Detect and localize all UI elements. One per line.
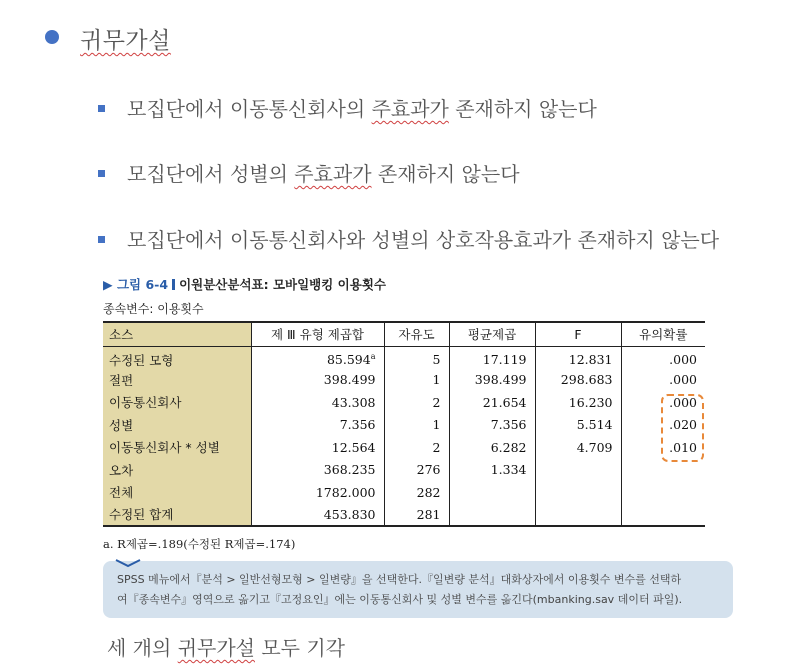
- table-row: [103, 414, 705, 437]
- cell-df: 276: [384, 459, 449, 482]
- hypothesis-1: [98, 93, 597, 122]
- chevron-tab-icon: [115, 558, 141, 568]
- cell-source: 절편: [103, 369, 251, 392]
- cell-df: 2: [384, 391, 449, 414]
- cell-source: 오차: [103, 459, 251, 482]
- cell-ss: 12.564: [251, 436, 384, 459]
- cell-ss: 7.356: [251, 414, 384, 437]
- cell-ms: 17.119: [449, 346, 535, 369]
- square-bullet-icon: [98, 236, 105, 243]
- heading-text: 귀무가설: [80, 28, 171, 54]
- cell-ms: 7.356: [449, 414, 535, 437]
- hypothesis-3-text: 모집단에서 이동통신회사와 성별의 상호작용효과가 존재하지 않는다: [127, 228, 720, 252]
- cell-df: 1: [384, 414, 449, 437]
- cell-ms: 1.334: [449, 459, 535, 482]
- cell-df: 2: [384, 436, 449, 459]
- cell-source: 수정된 모형: [103, 346, 251, 369]
- cell-superscript: a: [370, 351, 376, 361]
- figure-divider: [172, 279, 175, 290]
- cell-sig: .000: [621, 391, 705, 414]
- header-df: 자유도: [384, 322, 449, 346]
- square-bullet-icon: [98, 170, 105, 177]
- cell-ms: 6.282: [449, 436, 535, 459]
- cell-f: [535, 459, 621, 482]
- table-row: [103, 346, 705, 369]
- cell-f: 12.831: [535, 346, 621, 369]
- figure-caption: 이원분산분석표: 모바일뱅킹 이용횟수: [179, 277, 386, 292]
- cell-ss: 1782.000: [251, 481, 384, 504]
- cell-df: 1: [384, 369, 449, 392]
- hypothesis-2: [98, 158, 520, 187]
- cell-sig: .020: [621, 414, 705, 437]
- cell-ss: 43.308: [251, 391, 384, 414]
- table-header-row: [103, 322, 705, 346]
- header-significance: 유의확률: [621, 322, 705, 346]
- cell-ss: 453.830: [251, 504, 384, 527]
- cell-sig: .010: [621, 436, 705, 459]
- cell-source: 수정된 합계: [103, 504, 251, 527]
- cell-source: 이동통신회사 * 성별: [103, 436, 251, 459]
- anova-table: [103, 321, 705, 527]
- hypothesis-1-after: 존재하지 않는다: [448, 97, 597, 121]
- cell-ms: 398.499: [449, 369, 535, 392]
- figure-number: 그림 6-4: [116, 277, 169, 292]
- instruction-line-1: SPSS 메뉴에서『분석 > 일반선형모형 > 일변량』을 선택한다.『일변량 분석』대화상자에서 이용횟수 변수를 선택하: [117, 573, 682, 586]
- conclusion-after: 모두 기각: [254, 636, 345, 660]
- cell-ms: [449, 481, 535, 504]
- table-row: [103, 459, 705, 482]
- cell-sig: [621, 481, 705, 504]
- hypothesis-3: [98, 224, 719, 253]
- cell-f: 298.683: [535, 369, 621, 392]
- heading: [80, 22, 171, 55]
- hypothesis-1-before: 모집단에서 이동통신회사의: [127, 97, 372, 121]
- cell-df: 282: [384, 481, 449, 504]
- cell-source: 전체: [103, 481, 251, 504]
- conclusion-before: 세 개의: [107, 636, 178, 660]
- table-row: [103, 391, 705, 414]
- cell-sig: .000: [621, 369, 705, 392]
- cell-f: [535, 481, 621, 504]
- header-source: 소스: [103, 322, 251, 346]
- figure-title: [103, 275, 386, 293]
- instruction-line-2: 여『종속변수』영역으로 옮기고『고정요인』에는 이동통신회사 및 성별 변수를 옮긴다(mbanking.sav 데이터 파일).: [117, 593, 683, 606]
- cell-f: [535, 504, 621, 527]
- cell-source: 성별: [103, 414, 251, 437]
- cell-sig: [621, 504, 705, 527]
- cell-ss: 398.499: [251, 369, 384, 392]
- figure-arrow-icon: ▶: [103, 277, 113, 292]
- bullet-dot-icon: [45, 30, 59, 44]
- square-bullet-icon: [98, 105, 105, 112]
- conclusion: [107, 632, 345, 661]
- hypothesis-2-after: 존재하지 않는다: [371, 162, 520, 186]
- cell-source: 이동통신회사: [103, 391, 251, 414]
- significance-highlight-box: [661, 394, 704, 462]
- hypothesis-1-marked: 주효과가: [371, 97, 449, 121]
- table-footnote: a. R제곱=.189(수정된 R제곱=.174): [103, 537, 296, 551]
- table-row: [103, 436, 705, 459]
- cell-ss-value: 85.594: [326, 352, 371, 368]
- cell-f: 4.709: [535, 436, 621, 459]
- cell-ss: [251, 346, 384, 369]
- cell-ss: 368.235: [251, 459, 384, 482]
- hypothesis-2-before: 모집단에서 성별의: [127, 162, 295, 186]
- table-row: [103, 369, 705, 392]
- hypothesis-2-marked: 주효과가: [294, 162, 372, 186]
- cell-df: 5: [384, 346, 449, 369]
- header-mean-square: 평균제곱: [449, 322, 535, 346]
- table-row: [103, 504, 705, 527]
- cell-f: 16.230: [535, 391, 621, 414]
- cell-df: 281: [384, 504, 449, 527]
- cell-f: 5.514: [535, 414, 621, 437]
- cell-sig: .000: [621, 346, 705, 369]
- header-type3-ss: 제 Ⅲ 유형 제곱합: [251, 322, 384, 346]
- cell-ms: 21.654: [449, 391, 535, 414]
- spss-instruction-box: [103, 561, 733, 618]
- dependent-variable-label: 종속변수: 이용횟수: [103, 302, 204, 316]
- header-f: F: [535, 322, 621, 346]
- table-row: [103, 481, 705, 504]
- conclusion-marked: 귀무가설: [177, 636, 255, 660]
- cell-ms: [449, 504, 535, 527]
